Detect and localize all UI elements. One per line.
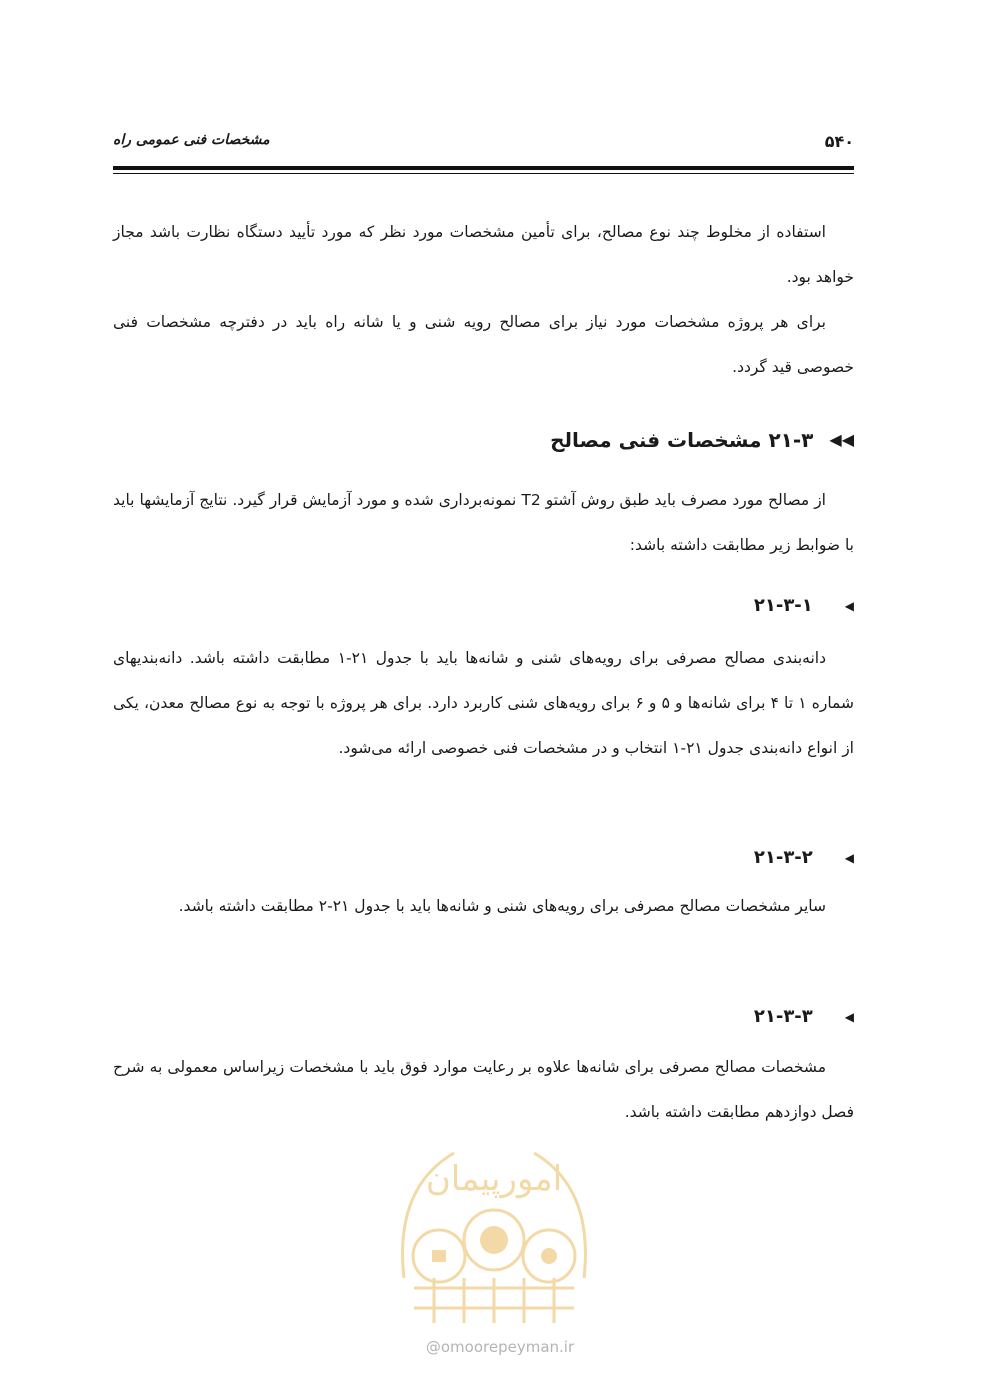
triangle-left-icon: ◀ [844,1010,854,1024]
paragraph-mixing: استفاده از مخلوط چند نوع مصالح، برای تأمین مشخصات مورد نظر که مورد تأیید دستگاه نظارت باشد مجاز خواهد بود. [113,223,854,286]
watermark [400,1338,600,1356]
subsection-number: ۲۱-۳-۲ [753,847,813,868]
paragraph-sampling: از مصالح مورد مصرف باید طبق روش آشتو T2 نمونه‌برداری شده و مورد آزمایش قرار گیرد. نتایج آزمایشها باید با ضوابط زیر مطابقت داشته باشد: [113,491,854,554]
subsection-number: ۲۱-۳-۱ [753,595,813,616]
paragraph-other-specs: سایر مشخصات مصالح مصرفی برای رویه‌های شنی و شانه‌ها باید با جدول ۲۱-۲ مطابقت داشته باشد. [178,897,826,915]
stamp-text: امورپیمان [425,1159,563,1199]
subsection-heading-1 [754,591,854,621]
subsection-heading-3 [754,1002,854,1032]
watermark-text: @omoorepeyman.ir [425,1338,575,1356]
running-title: مشخصات فنی عمومی راه [113,132,270,148]
subsection-number: ۲۱-۳-۳ [753,1006,813,1027]
header-rule-thick [113,166,854,170]
section-heading-text: ۲۱-۳ مشخصات فنی مصالح [550,428,814,452]
page-header [113,124,854,164]
header-rule-thin [113,173,854,174]
subsection-heading-2 [754,843,854,873]
stamp-logo [384,1128,604,1328]
triangle-left-icon: ◀ [844,599,854,613]
paragraph-project-specs: برای هر پروژه مشخصات مورد نیاز برای مصالح رویه شنی و یا شانه راه باید در دفترچه مشخصات فنی خصوصی قید گردد. [113,313,854,376]
page-number: ۵۴۰ [824,132,854,151]
double-triangle-left-icon: ◀◀ [829,430,854,449]
triangle-left-icon: ◀ [844,851,854,865]
section-heading [550,424,854,456]
paragraph-gradation: دانه‌بندی مصالح مصرفی برای رویه‌های شنی و شانه‌ها باید با جدول ۲۱-۱ مطابقت داشته باشد. دانه‌بندیهای شماره ۱ تا ۴ برای شانه‌ها و ۵ و ۶ برای رویه‌های شنی کاربرد دارد. برای هر پروژه با توجه به نوع مصالح معدن، یکی از انواع دانه‌بندی جدول ۲۱-۱ انتخاب و در مشخصات فنی خصوصی ارائه می‌شود. [113,649,855,757]
paragraph-shoulder-materials: مشخصات مصالح مصرفی برای شانه‌ها علاوه بر رعایت موارد فوق باید با مشخصات زیراساس معمولی به شرح فصل دوازدهم مطابقت داشته باشد. [113,1058,854,1121]
